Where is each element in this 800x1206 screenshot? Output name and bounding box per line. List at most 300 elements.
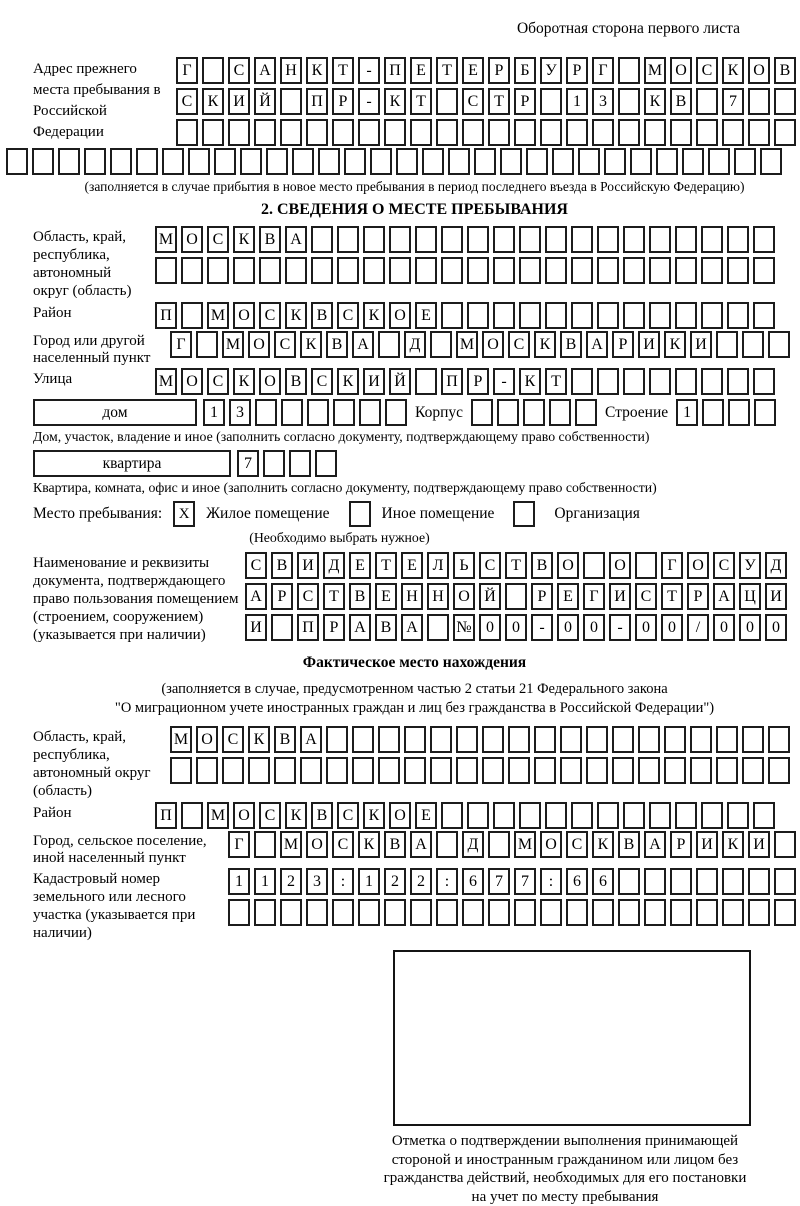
char-cell[interactable] [326, 726, 348, 753]
char-cell[interactable]: Т [488, 88, 510, 115]
char-cell[interactable]: О [609, 552, 631, 579]
checkbox-residential[interactable]: X [173, 501, 195, 527]
char-cell[interactable] [638, 757, 660, 784]
char-cell[interactable] [675, 257, 697, 284]
char-cell[interactable] [285, 257, 307, 284]
char-cell[interactable] [670, 119, 692, 146]
char-cell[interactable]: А [644, 831, 666, 858]
char-cell[interactable]: Д [462, 831, 484, 858]
char-cell[interactable] [311, 226, 333, 253]
char-cell[interactable]: О [233, 302, 255, 329]
char-cell[interactable] [774, 868, 796, 895]
char-cell[interactable]: О [248, 331, 270, 358]
char-cell[interactable]: К [722, 831, 744, 858]
char-cell[interactable] [734, 148, 756, 175]
char-cell[interactable] [441, 302, 463, 329]
char-cell[interactable] [540, 899, 562, 926]
char-cell[interactable]: Р [488, 57, 510, 84]
char-cell[interactable]: К [306, 57, 328, 84]
char-cell[interactable]: 0 [661, 614, 683, 641]
char-cell[interactable] [358, 899, 380, 926]
char-cell[interactable] [255, 399, 277, 426]
char-cell[interactable]: 3 [306, 868, 328, 895]
char-cell[interactable]: 7 [237, 450, 259, 477]
char-cell[interactable] [456, 757, 478, 784]
char-cell[interactable]: Д [323, 552, 345, 579]
char-cell[interactable] [635, 552, 657, 579]
char-cell[interactable] [228, 119, 250, 146]
char-cell[interactable]: Е [415, 302, 437, 329]
char-cell[interactable]: С [259, 302, 281, 329]
char-cell[interactable]: В [384, 831, 406, 858]
char-cell[interactable] [240, 148, 262, 175]
char-cell[interactable] [701, 802, 723, 829]
char-cell[interactable] [410, 899, 432, 926]
char-cell[interactable]: П [297, 614, 319, 641]
char-cell[interactable] [586, 757, 608, 784]
char-cell[interactable] [623, 802, 645, 829]
char-cell[interactable] [280, 899, 302, 926]
char-cell[interactable] [332, 899, 354, 926]
char-cell[interactable]: Т [505, 552, 527, 579]
char-cell[interactable]: 7 [722, 88, 744, 115]
char-cell[interactable] [644, 899, 666, 926]
char-cell[interactable] [670, 899, 692, 926]
char-cell[interactable]: М [155, 368, 177, 395]
char-cell[interactable]: Т [436, 57, 458, 84]
char-cell[interactable] [571, 802, 593, 829]
char-cell[interactable] [586, 726, 608, 753]
char-cell[interactable]: В [311, 802, 333, 829]
char-cell[interactable] [430, 726, 452, 753]
char-cell[interactable] [545, 302, 567, 329]
char-cell[interactable] [333, 399, 355, 426]
char-cell[interactable]: М [155, 226, 177, 253]
char-cell[interactable] [597, 226, 619, 253]
char-cell[interactable] [196, 331, 218, 358]
char-cell[interactable]: / [687, 614, 709, 641]
char-cell[interactable]: И [297, 552, 319, 579]
char-cell[interactable]: Д [765, 552, 787, 579]
char-cell[interactable] [768, 726, 790, 753]
char-cell[interactable] [274, 757, 296, 784]
char-cell[interactable]: Л [427, 552, 449, 579]
char-cell[interactable] [281, 399, 303, 426]
char-cell[interactable] [280, 119, 302, 146]
char-cell[interactable] [32, 148, 54, 175]
char-cell[interactable] [181, 257, 203, 284]
char-cell[interactable]: М [207, 802, 229, 829]
char-cell[interactable]: С [566, 831, 588, 858]
char-cell[interactable]: П [441, 368, 463, 395]
char-cell[interactable] [597, 302, 619, 329]
char-cell[interactable] [337, 226, 359, 253]
char-cell[interactable] [722, 899, 744, 926]
char-cell[interactable] [597, 802, 619, 829]
char-cell[interactable]: А [300, 726, 322, 753]
char-cell[interactable] [560, 726, 582, 753]
char-cell[interactable] [623, 257, 645, 284]
char-cell[interactable] [754, 399, 776, 426]
char-cell[interactable] [493, 226, 515, 253]
char-cell[interactable]: Р [514, 88, 536, 115]
char-cell[interactable] [612, 757, 634, 784]
char-cell[interactable] [378, 331, 400, 358]
char-cell[interactable]: В [375, 614, 397, 641]
char-cell[interactable]: С [222, 726, 244, 753]
char-cell[interactable] [696, 868, 718, 895]
char-cell[interactable]: С [635, 583, 657, 610]
char-cell[interactable]: С [207, 226, 229, 253]
char-cell[interactable] [514, 899, 536, 926]
char-cell[interactable]: М [207, 302, 229, 329]
char-cell[interactable] [207, 257, 229, 284]
char-cell[interactable] [690, 726, 712, 753]
char-cell[interactable] [753, 368, 775, 395]
char-cell[interactable] [664, 757, 686, 784]
char-cell[interactable] [363, 257, 385, 284]
char-cell[interactable] [493, 802, 515, 829]
char-cell[interactable]: К [233, 226, 255, 253]
char-cell[interactable] [474, 148, 496, 175]
char-cell[interactable] [630, 148, 652, 175]
char-cell[interactable] [181, 802, 203, 829]
char-cell[interactable] [162, 148, 184, 175]
char-cell[interactable]: В [670, 88, 692, 115]
char-cell[interactable]: А [401, 614, 423, 641]
char-cell[interactable] [748, 119, 770, 146]
char-cell[interactable]: Р [323, 614, 345, 641]
char-cell[interactable]: 1 [566, 88, 588, 115]
char-cell[interactable] [623, 302, 645, 329]
char-cell[interactable] [760, 148, 782, 175]
char-cell[interactable] [644, 119, 666, 146]
char-cell[interactable] [748, 899, 770, 926]
char-cell[interactable]: Й [389, 368, 411, 395]
char-cell[interactable] [774, 119, 796, 146]
char-cell[interactable]: Й [254, 88, 276, 115]
char-cell[interactable] [519, 802, 541, 829]
char-cell[interactable] [500, 148, 522, 175]
char-cell[interactable] [774, 899, 796, 926]
char-cell[interactable] [742, 757, 764, 784]
char-cell[interactable]: И [690, 331, 712, 358]
char-cell[interactable] [248, 757, 270, 784]
char-cell[interactable] [410, 119, 432, 146]
char-cell[interactable] [649, 302, 671, 329]
char-cell[interactable] [727, 257, 749, 284]
char-cell[interactable] [263, 450, 285, 477]
char-cell[interactable] [170, 757, 192, 784]
char-cell[interactable]: Т [545, 368, 567, 395]
char-cell[interactable] [280, 88, 302, 115]
char-cell[interactable]: О [687, 552, 709, 579]
char-cell[interactable] [352, 757, 374, 784]
char-cell[interactable] [702, 399, 724, 426]
char-cell[interactable] [768, 757, 790, 784]
char-cell[interactable] [359, 399, 381, 426]
char-cell[interactable]: Т [661, 583, 683, 610]
char-cell[interactable]: Т [332, 57, 354, 84]
char-cell[interactable]: К [202, 88, 224, 115]
char-cell[interactable] [456, 726, 478, 753]
char-cell[interactable] [155, 257, 177, 284]
checkbox-organization[interactable] [513, 501, 535, 527]
char-cell[interactable]: Г [228, 831, 250, 858]
char-cell[interactable]: С [259, 802, 281, 829]
char-cell[interactable] [545, 802, 567, 829]
char-cell[interactable]: 7 [488, 868, 510, 895]
char-cell[interactable] [344, 148, 366, 175]
char-cell[interactable] [649, 226, 671, 253]
char-cell[interactable] [332, 119, 354, 146]
char-cell[interactable] [675, 302, 697, 329]
char-cell[interactable] [638, 726, 660, 753]
char-cell[interactable]: А [352, 331, 374, 358]
char-cell[interactable]: Н [401, 583, 423, 610]
char-cell[interactable]: О [482, 331, 504, 358]
char-cell[interactable] [110, 148, 132, 175]
char-cell[interactable]: А [713, 583, 735, 610]
char-cell[interactable]: Р [467, 368, 489, 395]
char-cell[interactable] [675, 226, 697, 253]
char-cell[interactable]: М [456, 331, 478, 358]
char-cell[interactable] [266, 148, 288, 175]
char-cell[interactable]: П [384, 57, 406, 84]
char-cell[interactable]: Г [592, 57, 614, 84]
char-cell[interactable]: П [155, 302, 177, 329]
char-cell[interactable]: С [508, 331, 530, 358]
char-cell[interactable]: - [493, 368, 515, 395]
char-cell[interactable] [415, 226, 437, 253]
char-cell[interactable] [482, 726, 504, 753]
char-cell[interactable] [753, 802, 775, 829]
char-cell[interactable]: П [306, 88, 328, 115]
char-cell[interactable] [363, 226, 385, 253]
char-cell[interactable] [415, 368, 437, 395]
char-cell[interactable] [488, 899, 510, 926]
char-cell[interactable]: И [765, 583, 787, 610]
char-cell[interactable]: 1 [254, 868, 276, 895]
char-cell[interactable]: М [222, 331, 244, 358]
char-cell[interactable] [728, 399, 750, 426]
char-cell[interactable] [436, 88, 458, 115]
char-cell[interactable]: И [748, 831, 770, 858]
char-cell[interactable]: В [274, 726, 296, 753]
char-cell[interactable] [519, 257, 541, 284]
char-cell[interactable] [352, 726, 374, 753]
char-cell[interactable] [664, 726, 686, 753]
char-cell[interactable]: С [274, 331, 296, 358]
char-cell[interactable] [690, 757, 712, 784]
char-cell[interactable]: Г [170, 331, 192, 358]
char-cell[interactable] [384, 119, 406, 146]
char-cell[interactable]: Е [415, 802, 437, 829]
char-cell[interactable] [176, 119, 198, 146]
char-cell[interactable]: С [696, 57, 718, 84]
char-cell[interactable] [604, 148, 626, 175]
char-cell[interactable]: Р [332, 88, 354, 115]
char-cell[interactable] [326, 757, 348, 784]
char-cell[interactable] [649, 802, 671, 829]
char-cell[interactable] [436, 119, 458, 146]
char-cell[interactable] [306, 119, 328, 146]
char-cell[interactable] [289, 450, 311, 477]
char-cell[interactable]: О [453, 583, 475, 610]
char-cell[interactable] [493, 302, 515, 329]
char-cell[interactable]: В [531, 552, 553, 579]
char-cell[interactable]: Н [427, 583, 449, 610]
char-cell[interactable]: В [259, 226, 281, 253]
char-cell[interactable] [768, 331, 790, 358]
char-cell[interactable]: О [540, 831, 562, 858]
char-cell[interactable] [441, 257, 463, 284]
char-cell[interactable] [337, 257, 359, 284]
char-cell[interactable] [508, 757, 530, 784]
char-cell[interactable] [202, 119, 224, 146]
char-cell[interactable] [467, 226, 489, 253]
char-cell[interactable]: И [363, 368, 385, 395]
char-cell[interactable]: О [748, 57, 770, 84]
char-cell[interactable] [271, 614, 293, 641]
char-cell[interactable]: А [245, 583, 267, 610]
char-cell[interactable] [716, 757, 738, 784]
char-cell[interactable] [306, 899, 328, 926]
char-cell[interactable] [549, 399, 571, 426]
char-cell[interactable]: Д [404, 331, 426, 358]
char-cell[interactable] [649, 368, 671, 395]
char-cell[interactable]: Й [479, 583, 501, 610]
char-cell[interactable]: О [233, 802, 255, 829]
char-cell[interactable]: - [609, 614, 631, 641]
char-cell[interactable] [540, 88, 562, 115]
char-cell[interactable]: Т [375, 552, 397, 579]
char-cell[interactable] [597, 257, 619, 284]
char-cell[interactable] [441, 226, 463, 253]
char-cell[interactable] [415, 257, 437, 284]
char-cell[interactable]: Р [271, 583, 293, 610]
char-cell[interactable] [467, 302, 489, 329]
char-cell[interactable] [696, 899, 718, 926]
char-cell[interactable]: 6 [566, 868, 588, 895]
char-cell[interactable]: Е [375, 583, 397, 610]
char-cell[interactable]: Г [176, 57, 198, 84]
char-cell[interactable] [649, 257, 671, 284]
checkbox-other-premises[interactable] [349, 501, 371, 527]
char-cell[interactable] [471, 399, 493, 426]
char-cell[interactable] [84, 148, 106, 175]
char-cell[interactable] [592, 899, 614, 926]
char-cell[interactable]: К [248, 726, 270, 753]
char-cell[interactable] [618, 868, 640, 895]
char-cell[interactable] [774, 831, 796, 858]
char-cell[interactable] [560, 757, 582, 784]
char-cell[interactable] [545, 257, 567, 284]
char-cell[interactable] [696, 119, 718, 146]
char-cell[interactable] [644, 868, 666, 895]
char-cell[interactable]: С [176, 88, 198, 115]
char-cell[interactable]: : [436, 868, 458, 895]
char-cell[interactable]: Е [410, 57, 432, 84]
char-cell[interactable]: В [311, 302, 333, 329]
char-cell[interactable] [716, 331, 738, 358]
char-cell[interactable] [727, 302, 749, 329]
char-cell[interactable]: К [358, 831, 380, 858]
char-cell[interactable] [505, 583, 527, 610]
char-cell[interactable] [545, 226, 567, 253]
char-cell[interactable]: - [531, 614, 553, 641]
char-cell[interactable] [618, 119, 640, 146]
char-cell[interactable]: С [337, 302, 359, 329]
char-cell[interactable]: Р [612, 331, 634, 358]
char-cell[interactable]: 7 [514, 868, 536, 895]
char-cell[interactable]: В [774, 57, 796, 84]
char-cell[interactable] [727, 226, 749, 253]
char-cell[interactable]: М [170, 726, 192, 753]
char-cell[interactable] [753, 257, 775, 284]
char-cell[interactable] [384, 899, 406, 926]
char-cell[interactable] [467, 802, 489, 829]
char-cell[interactable] [682, 148, 704, 175]
char-cell[interactable]: С [713, 552, 735, 579]
char-cell[interactable] [623, 226, 645, 253]
char-cell[interactable]: К [534, 331, 556, 358]
char-cell[interactable]: О [389, 802, 411, 829]
char-cell[interactable] [441, 802, 463, 829]
char-cell[interactable] [254, 899, 276, 926]
char-cell[interactable] [708, 148, 730, 175]
char-cell[interactable] [396, 148, 418, 175]
char-cell[interactable] [748, 88, 770, 115]
char-cell[interactable] [378, 726, 400, 753]
char-cell[interactable]: - [358, 88, 380, 115]
char-cell[interactable]: К [363, 802, 385, 829]
char-cell[interactable] [254, 831, 276, 858]
char-cell[interactable] [196, 757, 218, 784]
char-cell[interactable] [222, 757, 244, 784]
char-cell[interactable] [58, 148, 80, 175]
char-cell[interactable] [404, 726, 426, 753]
char-cell[interactable]: Ь [453, 552, 475, 579]
char-cell[interactable] [436, 899, 458, 926]
char-cell[interactable]: И [228, 88, 250, 115]
char-cell[interactable]: 2 [410, 868, 432, 895]
char-cell[interactable]: А [285, 226, 307, 253]
char-cell[interactable] [493, 257, 515, 284]
char-cell[interactable] [389, 226, 411, 253]
char-cell[interactable]: С [337, 802, 359, 829]
char-cell[interactable] [748, 868, 770, 895]
char-cell[interactable]: К [285, 802, 307, 829]
char-cell[interactable] [300, 757, 322, 784]
char-cell[interactable]: С [332, 831, 354, 858]
char-cell[interactable]: В [618, 831, 640, 858]
char-cell[interactable] [497, 399, 519, 426]
char-cell[interactable]: Е [557, 583, 579, 610]
char-cell[interactable]: М [514, 831, 536, 858]
char-cell[interactable]: П [155, 802, 177, 829]
char-cell[interactable] [571, 226, 593, 253]
char-cell[interactable] [508, 726, 530, 753]
char-cell[interactable] [427, 614, 449, 641]
char-cell[interactable] [701, 302, 723, 329]
char-cell[interactable]: : [332, 868, 354, 895]
char-cell[interactable] [462, 119, 484, 146]
char-cell[interactable] [358, 119, 380, 146]
char-cell[interactable] [385, 399, 407, 426]
char-cell[interactable]: Т [323, 583, 345, 610]
char-cell[interactable]: С [462, 88, 484, 115]
